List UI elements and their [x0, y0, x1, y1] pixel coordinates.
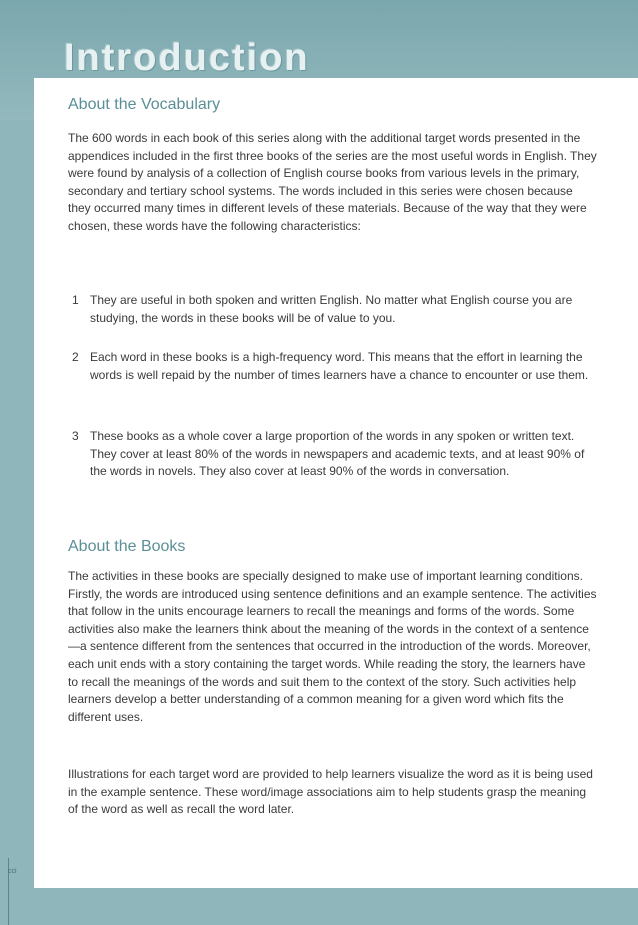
section-heading-books: About the Books	[68, 538, 186, 555]
list-item-text: Each word in these books is a high-frequency word. This means that the effort in learning the words is well repaid by the number of times learners have a chance to encounter or use them.	[90, 350, 589, 382]
page-title: Introduction	[64, 38, 310, 78]
books-paragraph-1: The activities in these books are specially designed to make use of important learning conditions. Firstly, the words are introduced using sentence definitions and an example sentence. The activities that follow in the units encourage learners to recall the meanings and forms of the words. Some activities also make the learners think about the meaning of the words in the context of a sentence—a sentence different from the sentences that occurred in the introduction of the words. Moreover, each unit ends with a story containing the target words. While reading the story, the learners have to recall the meanings of the words and suit them to the context of the story. Such activities help learners develop a better understanding of a common meaning for a given word which fits the different uses.	[68, 569, 597, 724]
books-paragraph-2: Illustrations for each target word are provided to help learners visualize the word as it is being used in the example sentence. These word/image associations aim to help students grasp the meaning of the word as well as recall the word later.	[68, 767, 593, 817]
page-number: cci	[8, 868, 17, 875]
section-heading-vocabulary: About the Vocabulary	[68, 96, 221, 113]
list-item-number: 3	[72, 429, 79, 443]
list-item-number: 1	[72, 293, 79, 307]
vocabulary-intro-paragraph: The 600 words in each book of this series along with the additional target words presented in the appendices included in the first three books of the series are the most useful words in English. They were found by analysis of a collection of English course books from various levels in the primary, secondary and tertiary school systems. The words included in this series were chosen because they occurred many times in different levels of these materials. Because of the way that they were chosen, these words have the following characteristics:	[68, 131, 597, 233]
list-item-number: 2	[72, 350, 79, 364]
list-item-text: These books as a whole cover a large proportion of the words in any spoken or written text. They cover at least 80% of the words in newspapers and academic texts, and at least 90% of the words in novels. They also cover at least 90% of the words in conversation.	[90, 429, 585, 479]
list-item-text: They are useful in both spoken and written English. No matter what English course you are studying, the words in these books will be of value to you.	[90, 293, 573, 325]
